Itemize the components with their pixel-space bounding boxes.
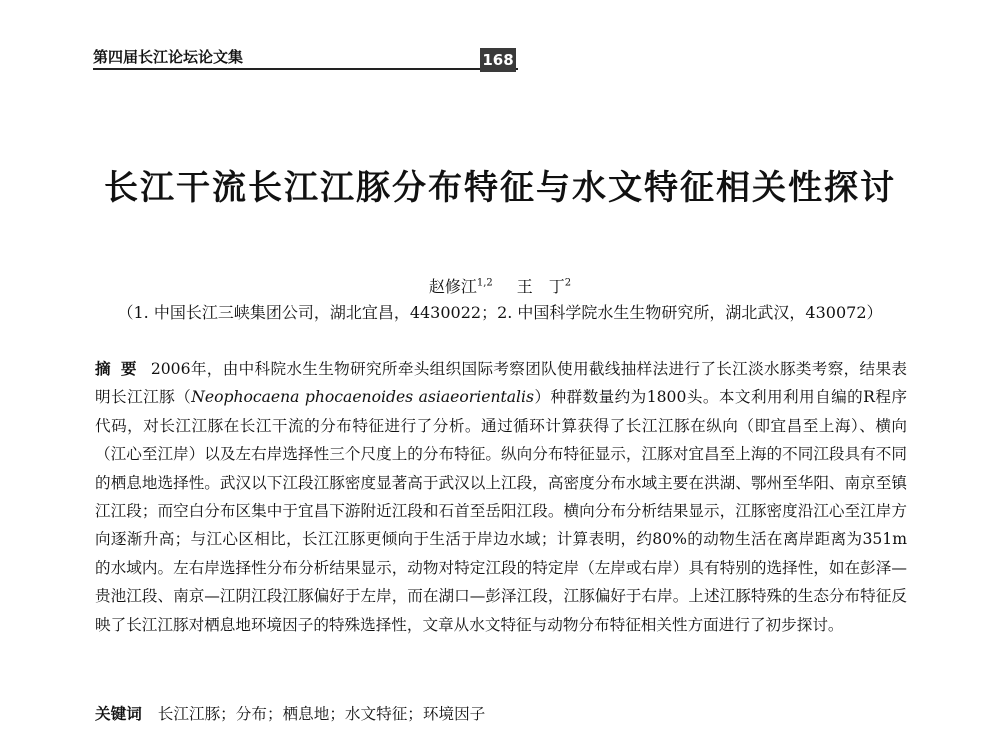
page-number-badge: 168 (480, 48, 516, 72)
keywords-line (95, 700, 907, 728)
author-superscript: 1,2 (476, 277, 493, 289)
abstract-paragraph (95, 355, 907, 639)
header-rule (93, 68, 518, 70)
abstract-text: ）种群数量约为1800头。本文利用利用自编的R程序代码，对长江江豚在长江干流的分布特征进行了分析。通过循环计算获得了长江江豚在纵向（即宜昌至上海）、横向（江心至江岸）以及左右岸选择性三个尺度上的分布特征。纵向分布特征显示，江豚对宜昌至上海的不同江段具有不同的栖息地选择性。武汉以下江段江豚密度显著高于武汉以上江段，高密度分布水域主要在洪湖、鄂州至华阳、南京至镇江江段；而空白分布区集中于宜昌下游附近江段和石首至岳阳江段。横向分布分析结果显示，江豚密度沿江心至江岸方向逐渐升高；与江心区相比，长江江豚更倾向于生活于岸边水域；计算表明，约80%的动物生活在离岸距离为351m的水域内。左右岸选择性分布分析结果显示，动物对特定江段的特定岸（左岸或右岸）具有特别的选择性，如在彭泽—贵池江段、南京—江阴江段江豚偏好于左岸，而在湖口—彭泽江段，江豚偏好于右岸。上述江豚特殊的生态分布特征反映了长江江豚对栖息地环境因子的特殊选择性，文章从水文特征与动物分布特征相关性方面进行了初步探讨。 (95, 388, 907, 634)
keywords-text: 长江江豚；分布；栖息地；水文特征；环境因子 (157, 705, 486, 723)
author-superscript: 2 (564, 277, 572, 289)
affiliation-line: （1. 中国长江三峡集团公司，湖北宜昌，4430022；2. 中国科学院水生生物研究所，湖北武汉，430072） (117, 303, 883, 322)
keywords-label: 关键词 (95, 705, 142, 723)
author-name: 王 丁 (516, 277, 565, 296)
species-latin-name: Neophocaena phocaenoides asiaeorientalis (191, 388, 535, 407)
paper-title: 长江干流长江江豚分布特征与水文特征相关性探讨 (104, 168, 896, 208)
author-name: 赵修江 (428, 277, 477, 296)
author-line (0, 274, 1000, 297)
abstract-text: 2006年，由中科院水生生物研究所牵头组织国际考察团队使用截线抽样法进行了长江淡水豚类考察，结果表明长江江豚（ (95, 360, 907, 407)
abstract-label: 摘要 (95, 360, 147, 378)
journal-header-title: 第四届长江论坛论文集 (93, 48, 244, 66)
